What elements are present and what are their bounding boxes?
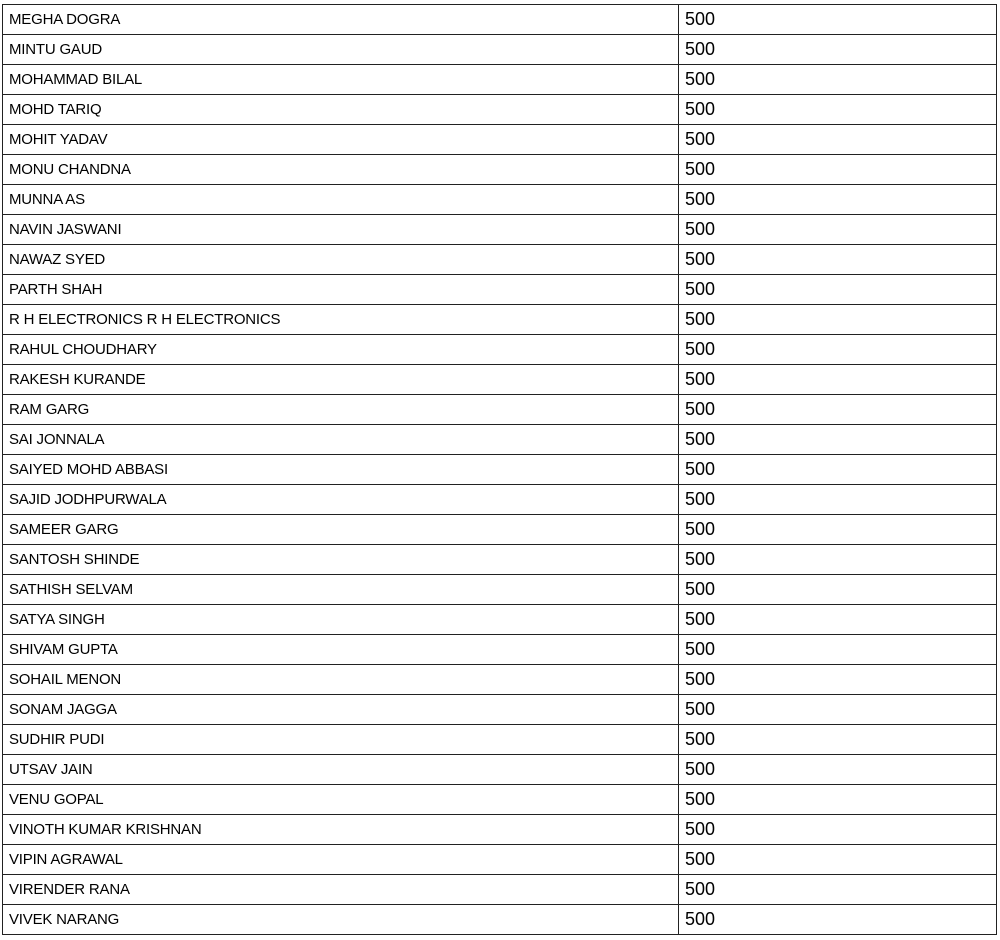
name-cell[interactable]: SUDHIR PUDI	[3, 725, 679, 755]
table-row	[3, 305, 997, 335]
amount-cell[interactable]: 500	[679, 605, 997, 635]
name-cell[interactable]: MOHIT YADAV	[3, 125, 679, 155]
name-cell[interactable]: SAJID JODHPURWALA	[3, 485, 679, 515]
amount-cell[interactable]: 500	[679, 35, 997, 65]
name-cell[interactable]: SAMEER GARG	[3, 515, 679, 545]
table-row	[3, 65, 997, 95]
table-row	[3, 485, 997, 515]
amount-cell[interactable]: 500	[679, 5, 997, 35]
table-row	[3, 455, 997, 485]
table-row	[3, 35, 997, 65]
table-row	[3, 545, 997, 575]
table-row	[3, 335, 997, 365]
name-cell[interactable]: SANTOSH SHINDE	[3, 545, 679, 575]
amount-cell[interactable]: 500	[679, 275, 997, 305]
name-cell[interactable]: NAVIN JASWANI	[3, 215, 679, 245]
table-row	[3, 665, 997, 695]
amount-cell[interactable]: 500	[679, 815, 997, 845]
amount-cell[interactable]: 500	[679, 515, 997, 545]
table-row	[3, 95, 997, 125]
amount-cell[interactable]: 500	[679, 65, 997, 95]
amount-cell[interactable]: 500	[679, 695, 997, 725]
amount-cell[interactable]: 500	[679, 305, 997, 335]
name-cell[interactable]: NAWAZ SYED	[3, 245, 679, 275]
amount-cell[interactable]: 500	[679, 725, 997, 755]
amount-cell[interactable]: 500	[679, 875, 997, 905]
name-cell[interactable]: PARTH SHAH	[3, 275, 679, 305]
table-row	[3, 725, 997, 755]
name-cell[interactable]: R H ELECTRONICS R H ELECTRONICS	[3, 305, 679, 335]
name-cell[interactable]: RAKESH KURANDE	[3, 365, 679, 395]
table-row	[3, 605, 997, 635]
amount-cell[interactable]: 500	[679, 245, 997, 275]
amount-cell[interactable]: 500	[679, 185, 997, 215]
name-cell[interactable]: MUNNA AS	[3, 185, 679, 215]
amount-cell[interactable]: 500	[679, 425, 997, 455]
name-cell[interactable]: MOHAMMAD BILAL	[3, 65, 679, 95]
name-cell[interactable]: VIVEK NARANG	[3, 905, 679, 935]
name-cell[interactable]: MINTU GAUD	[3, 35, 679, 65]
table-row	[3, 5, 997, 35]
amount-cell[interactable]: 500	[679, 455, 997, 485]
name-cell[interactable]: VENU GOPAL	[3, 785, 679, 815]
table-row	[3, 575, 997, 605]
table-row	[3, 755, 997, 785]
name-amount-table	[2, 4, 997, 935]
amount-cell[interactable]: 500	[679, 755, 997, 785]
table-row	[3, 215, 997, 245]
name-cell[interactable]: VIPIN AGRAWAL	[3, 845, 679, 875]
amount-cell[interactable]: 500	[679, 335, 997, 365]
amount-cell[interactable]: 500	[679, 95, 997, 125]
name-cell[interactable]: MOHD TARIQ	[3, 95, 679, 125]
amount-cell[interactable]: 500	[679, 395, 997, 425]
amount-cell[interactable]: 500	[679, 485, 997, 515]
name-cell[interactable]: VIRENDER RANA	[3, 875, 679, 905]
name-cell[interactable]: SAIYED MOHD ABBASI	[3, 455, 679, 485]
amount-cell[interactable]: 500	[679, 365, 997, 395]
table-row	[3, 275, 997, 305]
table-row	[3, 395, 997, 425]
table-row	[3, 245, 997, 275]
table-row	[3, 785, 997, 815]
amount-cell[interactable]: 500	[679, 785, 997, 815]
amount-cell[interactable]: 500	[679, 545, 997, 575]
amount-cell[interactable]: 500	[679, 905, 997, 935]
table-row	[3, 425, 997, 455]
name-cell[interactable]: MEGHA DOGRA	[3, 5, 679, 35]
name-cell[interactable]: SATHISH SELVAM	[3, 575, 679, 605]
amount-cell[interactable]: 500	[679, 125, 997, 155]
name-cell[interactable]: MONU CHANDNA	[3, 155, 679, 185]
amount-cell[interactable]: 500	[679, 845, 997, 875]
table-row	[3, 815, 997, 845]
table-row	[3, 185, 997, 215]
name-cell[interactable]: SHIVAM GUPTA	[3, 635, 679, 665]
amount-cell[interactable]: 500	[679, 155, 997, 185]
name-cell[interactable]: SATYA SINGH	[3, 605, 679, 635]
spreadsheet-table-container	[2, 4, 996, 935]
amount-cell[interactable]: 500	[679, 665, 997, 695]
amount-cell[interactable]: 500	[679, 215, 997, 245]
name-cell[interactable]: UTSAV JAIN	[3, 755, 679, 785]
name-cell[interactable]: SAI JONNALA	[3, 425, 679, 455]
name-cell[interactable]: RAM GARG	[3, 395, 679, 425]
table-row	[3, 905, 997, 935]
amount-cell[interactable]: 500	[679, 635, 997, 665]
table-row	[3, 695, 997, 725]
table-row	[3, 635, 997, 665]
table-body	[3, 5, 997, 935]
amount-cell[interactable]: 500	[679, 575, 997, 605]
table-row	[3, 845, 997, 875]
table-row	[3, 365, 997, 395]
table-row	[3, 125, 997, 155]
table-row	[3, 515, 997, 545]
table-row	[3, 875, 997, 905]
table-row	[3, 155, 997, 185]
name-cell[interactable]: RAHUL CHOUDHARY	[3, 335, 679, 365]
name-cell[interactable]: VINOTH KUMAR KRISHNAN	[3, 815, 679, 845]
name-cell[interactable]: SONAM JAGGA	[3, 695, 679, 725]
name-cell[interactable]: SOHAIL MENON	[3, 665, 679, 695]
